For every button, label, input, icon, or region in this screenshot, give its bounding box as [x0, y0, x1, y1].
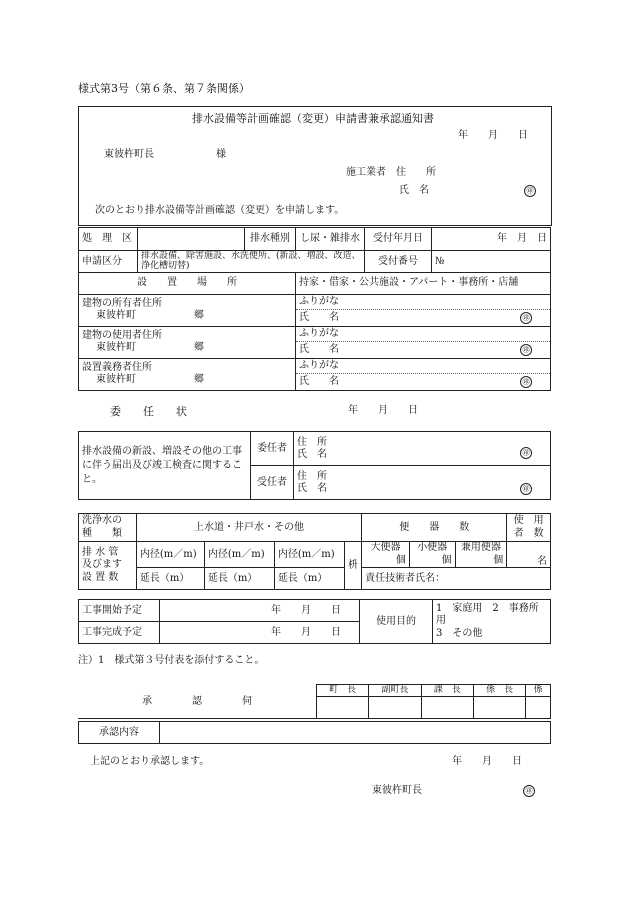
approval-date: 年 月 日 — [452, 756, 522, 767]
owner-town: 東彼杵町 — [96, 310, 136, 322]
delegatee-name-label: 氏 名 — [297, 482, 327, 494]
delegator-address-label: 住 所 — [297, 437, 327, 448]
location-label: 設 置 場 所 — [79, 272, 296, 294]
user-name-cell[interactable] — [296, 326, 551, 358]
wash-water-value[interactable]: 上水道・井戸水・その他 — [136, 514, 361, 542]
addressee: 東彼杵町長 — [104, 149, 154, 160]
wash-water-label — [79, 514, 137, 542]
approval-label: 承 認 伺 — [78, 685, 317, 719]
obligor-address-label: 設置義務者住所 — [82, 361, 152, 373]
ownership-type[interactable]: 持家・借家・公共施設・アパート・事務所・店舗 — [296, 272, 551, 294]
seal-icon: ㊞ — [520, 312, 532, 324]
obligor-address[interactable] — [79, 358, 296, 390]
large-toilet-unit: 個 — [395, 554, 406, 566]
users-label — [507, 514, 551, 542]
schedule-table — [78, 599, 551, 644]
receipt-number-label: 受付番号 — [365, 251, 432, 273]
facility-table — [78, 513, 551, 590]
obligor-go: 郷 — [194, 374, 204, 386]
title-mayor: 町 長 — [317, 685, 369, 697]
seal-icon: ㊞ — [524, 185, 536, 197]
seal-icon: ㊞ — [520, 376, 532, 388]
end-date-label: 工事完成予定 — [79, 622, 160, 644]
delegatee-address-label: 住 所 — [297, 471, 327, 482]
user-go: 郷 — [194, 342, 204, 354]
purpose-option-1: 1 家庭用 2 事務所用 — [436, 602, 539, 627]
small-toilet-unit: 個 — [441, 554, 452, 566]
engineer-name[interactable]: 責任技術者氏名： — [362, 568, 551, 590]
pipe-diameter-2[interactable]: 内径(m／m) — [204, 542, 274, 568]
large-toilet-label: 大便器 — [370, 542, 401, 553]
title-subsection-chief: 係 長 — [473, 685, 525, 697]
seal-icon: ㊞ — [520, 344, 532, 356]
proxy-table — [78, 431, 551, 500]
owner-name-label: 氏 名 — [299, 311, 339, 323]
drain-type-value: し尿・雑排水 — [296, 228, 365, 251]
honorific: 様 — [216, 149, 226, 160]
delegator-name-label: 氏 名 — [297, 448, 327, 460]
users-label-2: 者 数 — [513, 527, 544, 539]
pipe-length-3[interactable]: 延長（m） — [274, 568, 344, 590]
title-section-chief: 課 長 — [421, 685, 473, 697]
pipe-label-3: 設 置 数 — [82, 571, 119, 583]
wash-water-label-1: 洗浄水の — [82, 515, 122, 526]
receipt-date-value[interactable]: 年 月 日 — [432, 228, 551, 251]
proxy-text: 排水設備の新設、増設その他の工事に伴う届出及び竣工検査に関すること。 — [79, 432, 251, 500]
stamp-vice-mayor[interactable] — [369, 697, 421, 719]
pipe-length-2[interactable]: 延長（m） — [204, 568, 274, 590]
end-date-value[interactable]: 年 月 日 — [160, 622, 360, 644]
owner-go: 郷 — [194, 310, 204, 322]
start-date-value[interactable]: 年 月 日 — [160, 600, 360, 622]
seal-icon: ㊞ — [520, 447, 532, 459]
seal-icon: ㊞ — [523, 785, 535, 797]
owner-address[interactable] — [79, 294, 296, 326]
stamp-subsection-chief[interactable] — [473, 697, 525, 719]
purpose-options[interactable] — [433, 600, 551, 644]
form-title: 排水設備等計画確認（変更）申請書兼承認通知書 — [192, 112, 434, 125]
approval-content-table — [78, 721, 551, 744]
form-number: 様式第3号（第６条、第７条関係） — [78, 82, 250, 95]
stamp-staff[interactable] — [526, 697, 551, 719]
contractor-address-label: 施工業者 住 所 — [346, 167, 436, 178]
pipe-diameter-3[interactable]: 内径(m／m) — [274, 542, 344, 568]
receipt-date-label: 受付年月日 — [365, 228, 432, 251]
treatment-area-field[interactable] — [138, 228, 245, 251]
users-label-1: 使 用 — [513, 515, 544, 526]
user-address-label: 建物の使用者住所 — [82, 329, 162, 341]
owner-address-label: 建物の所有者住所 — [82, 297, 162, 309]
approval-content-field[interactable] — [160, 722, 551, 744]
start-date-label: 工事開始予定 — [79, 600, 160, 622]
delegatee-label: 受任者 — [251, 466, 294, 500]
delegator-label: 委任者 — [251, 432, 294, 466]
receipt-number-value[interactable]: № — [432, 251, 551, 273]
seal-icon: ㊞ — [520, 483, 532, 495]
purpose-label: 使用目的 — [360, 600, 433, 644]
application-class-label: 申請区分 — [79, 251, 138, 273]
request-text: 次のとおり排水設備等計画確認（変更）を申請します。 — [95, 205, 345, 216]
dual-toilet-unit: 個 — [493, 554, 504, 566]
pipe-length-1[interactable]: 延長（m） — [136, 568, 204, 590]
application-date: 年 月 日 — [458, 130, 528, 141]
approval-table — [78, 684, 551, 719]
proxy-title: 委 任 状 — [110, 405, 187, 418]
user-town: 東彼杵町 — [96, 342, 136, 354]
toilet-count-label: 便 器 数 — [362, 514, 507, 542]
obligor-furigana: ふりがな — [296, 359, 550, 374]
purpose-option-2: 3 その他 — [436, 627, 483, 639]
dual-toilet-label: 兼用便器 — [460, 542, 501, 553]
delegatee-cell[interactable] — [294, 466, 551, 500]
approval-content-label: 承認内容 — [79, 722, 160, 744]
owner-furigana: ふりがな — [296, 295, 550, 310]
application-table — [78, 227, 551, 391]
user-address[interactable] — [79, 326, 296, 358]
drain-type-label: 排水種別 — [245, 228, 296, 251]
contractor-name-label: 氏 名 — [399, 185, 429, 196]
title-staff: 係 — [526, 685, 551, 697]
delegator-cell[interactable] — [294, 432, 551, 466]
mayor-label: 東彼杵町長 — [372, 785, 422, 796]
owner-name-cell[interactable] — [296, 294, 551, 326]
wash-water-label-2: 種 類 — [82, 527, 122, 539]
pipe-diameter-1[interactable]: 内径(m／m) — [136, 542, 204, 568]
obligor-name-cell[interactable] — [296, 358, 551, 390]
small-toilet-cell[interactable] — [409, 542, 455, 568]
proxy-date: 年 月 日 — [348, 405, 418, 416]
title-vice-mayor: 副町長 — [369, 685, 421, 697]
large-toilet-cell[interactable] — [362, 542, 410, 568]
note: 注）1 様式第３号付表を添付すること。 — [78, 655, 265, 666]
user-furigana: ふりがな — [296, 327, 550, 342]
masu-label: 枡 — [344, 542, 361, 590]
pipe-label — [79, 542, 137, 590]
obligor-town: 東彼杵町 — [96, 374, 136, 386]
obligor-name-label: 氏 名 — [299, 375, 339, 387]
approval-statement: 上記のとおり承認します。 — [90, 756, 210, 767]
pipe-label-1: 排 水 管 — [82, 546, 119, 558]
stamp-section-chief[interactable] — [421, 697, 473, 719]
users-count[interactable]: 名 — [507, 542, 551, 568]
treatment-area-label: 処 理 区 — [79, 228, 138, 251]
dual-toilet-cell[interactable] — [455, 542, 507, 568]
application-class-value: 排水設備、除害施設、水洗便所、(新設、増設、改造、浄化槽切替) — [138, 251, 365, 273]
small-toilet-label: 小便器 — [417, 542, 448, 553]
stamp-mayor[interactable] — [317, 697, 369, 719]
user-name-label: 氏 名 — [299, 343, 339, 355]
pipe-label-2: 及びます — [82, 559, 122, 571]
